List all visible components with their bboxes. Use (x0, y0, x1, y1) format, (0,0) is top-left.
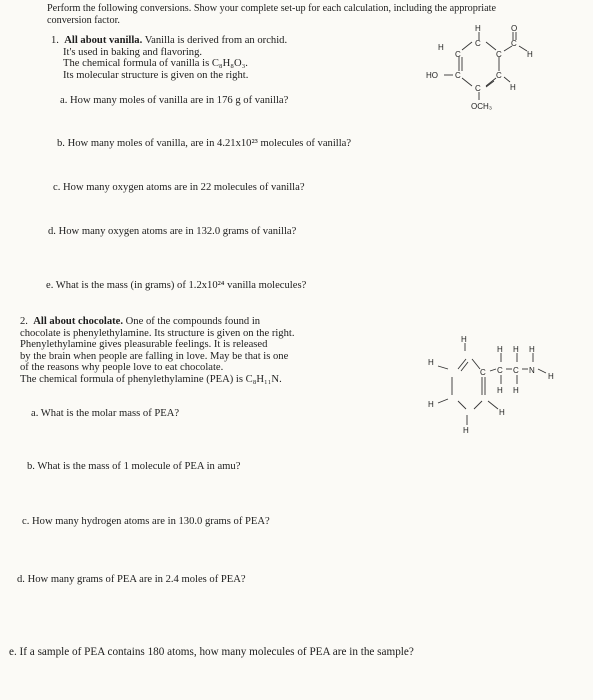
question-2-text-1: One of the compounds found in (123, 316, 261, 327)
question-1-text-4: Its molecular structure is given on the right. (63, 69, 249, 81)
pea-atom-ring-c: C (480, 368, 486, 377)
question-2e: e. If a sample of PEA contains 180 atoms, how many molecules of PEA are in the sample? (9, 646, 414, 658)
vanilla-atom-c2: C (455, 50, 461, 59)
question-2-text-2: chocolate is phenylethylamine. Its structure is given on the right. (20, 327, 295, 339)
vanilla-atom-aldehyde-h: H (527, 50, 533, 59)
vanilla-atom-c1: C (475, 39, 481, 48)
question-2d: d. How many grams of PEA are in 2.4 moles of PEA? (17, 574, 246, 585)
vanilla-atom-c3: C (496, 50, 502, 59)
question-1-stem (51, 35, 287, 81)
question-2-text-6: The chemical formula of phenylethylamine (PEA) is C₈H₁₁N. (20, 373, 282, 385)
question-1e: e. What is the mass (in grams) of 1.2x10²⁴ vanilla molecules? (46, 280, 307, 291)
vanilla-atom-c4: C (455, 71, 461, 80)
question-1-text-2: It's used in baking and flavoring. (63, 46, 203, 58)
question-2-stem (20, 316, 295, 386)
vanilla-atom-ho: HO (426, 71, 438, 80)
pea-atom-ch2-c-2: C (513, 366, 519, 375)
phenylethylamine-structure-diagram (420, 333, 580, 433)
instructions-line-1: Perform the following conversions. Show your complete set-up for each calculation, including the appropriate (47, 3, 496, 14)
pea-atom-h-ch2-2-bottom: H (513, 386, 519, 395)
vanilla-atom-c5: C (496, 71, 502, 80)
question-2-number: 2. (20, 316, 28, 327)
question-2-text-3: Phenylethylamine gives pleasurable feelings. It is released (20, 339, 268, 351)
question-1-text-3: The chemical formula of vanilla is C₈H₈O₃. (63, 58, 248, 70)
question-1c: c. How many oxygen atoms are in 22 molecules of vanilla? (53, 182, 305, 193)
pea-atom-h-ch2-2-top: H (513, 345, 519, 354)
question-2a: a. What is the molar mass of PEA? (31, 408, 180, 419)
vanilla-atom-h-right: H (510, 83, 516, 92)
question-1b: b. How many moles of vanilla, are in 4.21x10²³ molecules of vanilla? (57, 138, 352, 149)
instructions-line-2: conversion factor. (47, 14, 120, 26)
question-1a: a. How many moles of vanilla are in 176 g of vanilla? (60, 95, 289, 106)
question-1d: d. How many oxygen atoms are in 132.0 grams of vanilla? (48, 226, 297, 237)
question-1-number: 1. (51, 35, 59, 46)
question-2b: b. What is the mass of 1 molecule of PEA in amu? (27, 461, 241, 472)
question-2-text-5: of the reasons why people love to eat chocolate. (20, 362, 224, 374)
pea-atom-h-n-right: H (548, 372, 554, 381)
vanilla-atom-aldehyde-c: C (511, 39, 517, 48)
vanilla-atom-carbonyl-o: O (511, 24, 518, 33)
question-1-text-1: Vanilla is derived from an orchid. (142, 35, 288, 46)
vanilla-atom-c6: C (475, 84, 481, 93)
pea-atom-n: N (529, 366, 535, 375)
vanilla-atom-h-left: H (438, 43, 444, 52)
pea-atom-h-top: H (461, 335, 467, 344)
pea-atom-h-ch2-1-top: H (497, 345, 503, 354)
pea-atom-h-ring-right: H (499, 408, 505, 417)
vanilla-structure-diagram (420, 24, 570, 114)
pea-atom-ch2-c-1: C (497, 366, 503, 375)
question-2-title: All about chocolate. (33, 316, 123, 327)
vanilla-atom-och3: OCH₃ (471, 102, 493, 111)
question-2-text-4: by the brain when people are falling in love. May be that is one (20, 350, 289, 362)
pea-atom-h-ch2-1-bottom: H (497, 386, 503, 395)
question-1-title: All about vanilla. (64, 35, 143, 46)
pea-atom-h-left: H (428, 358, 434, 367)
pea-atom-h-n-top: H (529, 345, 535, 354)
question-2c: c. How many hydrogen atoms are in 130.0 grams of PEA? (22, 516, 270, 527)
vanilla-atom-h-top: H (475, 24, 481, 33)
pea-atom-h-bottom-left: H (428, 400, 434, 409)
pea-atom-h-bottom: H (463, 426, 469, 435)
